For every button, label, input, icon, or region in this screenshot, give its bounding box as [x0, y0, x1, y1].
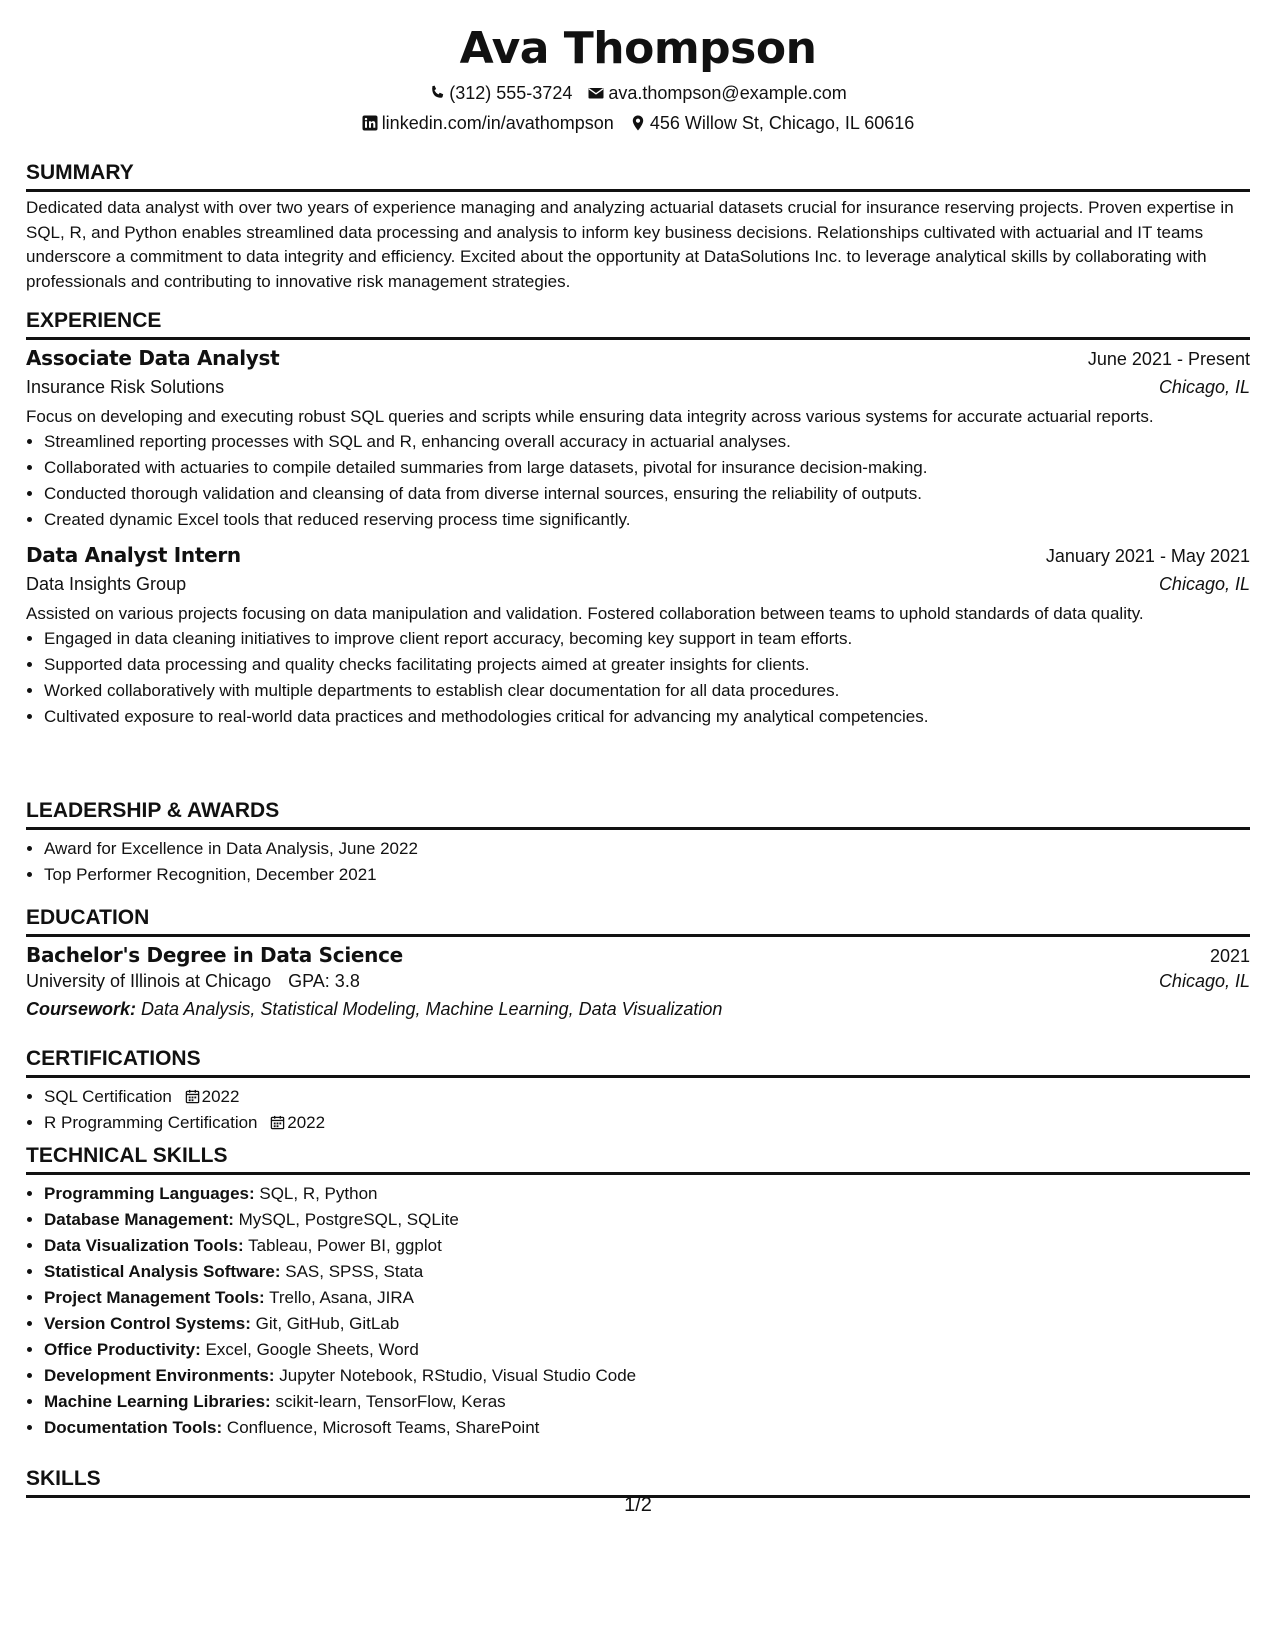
certification-year: 2022	[287, 1113, 326, 1132]
skill-value: Jupyter Notebook, RStudio, Visual Studio Code	[279, 1366, 637, 1385]
list-item	[44, 1084, 1250, 1110]
section-title-experience: EXPERIENCE	[26, 308, 1250, 340]
certification-name: R Programming Certification	[44, 1113, 258, 1132]
skill-value: MySQL, PostgreSQL, SQLite	[238, 1210, 459, 1229]
coursework-label: Coursework:	[26, 999, 137, 1019]
coursework	[26, 999, 1250, 1020]
list-item	[44, 1363, 1250, 1389]
phone-number: (312) 555-3724	[449, 83, 573, 103]
email-contact	[588, 82, 846, 104]
list-item	[44, 1415, 1250, 1441]
list-item	[44, 1389, 1250, 1415]
skill-label: Development Environments:	[44, 1366, 275, 1385]
skill-label: Statistical Analysis Software:	[44, 1262, 281, 1281]
list-item	[44, 1311, 1250, 1337]
list-item: • Supported data processing and quality checks facilitating projects aimed at greater insights for clients.	[44, 652, 1250, 678]
skill-label: Database Management:	[44, 1210, 234, 1229]
skill-value: Tableau, Power BI, ggplot	[248, 1236, 442, 1255]
job-dates: January 2021 - May 2021	[1045, 546, 1250, 566]
summary-section	[26, 160, 1250, 294]
email-address: ava.thompson@example.com	[608, 83, 847, 103]
certification-name: SQL Certification	[44, 1087, 172, 1106]
experience-section	[26, 308, 1250, 730]
list-item	[44, 1233, 1250, 1259]
address-contact	[630, 112, 914, 134]
list-item	[44, 1259, 1250, 1285]
degree-title: Bachelor's Degree in Data Science	[26, 943, 403, 967]
skill-label: Documentation Tools:	[44, 1418, 223, 1437]
page-number: 1/2	[624, 1494, 652, 1516]
linkedin-icon	[362, 115, 378, 131]
list-item: • Conducted thorough validation and cleansing of data from diverse internal sources, ensuring the reliability of outputs.	[44, 481, 1250, 507]
skill-label: Programming Languages:	[44, 1184, 255, 1203]
summary-text: Dedicated data analyst with over two years of experience managing and analyzing actuarial datasets crucial for insurance reserving projects. Proven expertise in SQL, R, and Python enables streamlined data processing and analysis to inform key business decisions. Relationships cultivated with actuarial and IT teams underscore a commitment to data integrity and efficiency. Excited about the opportunity at DataSolutions Inc. to leverage analytical skills by collaborating with professionals and contributing to innovative risk management strategies.	[26, 198, 1234, 291]
street-address: 456 Willow St, Chicago, IL 60616	[649, 113, 915, 133]
phone-contact	[429, 82, 572, 104]
skill-label: Office Productivity:	[44, 1340, 201, 1359]
contact-row-2	[26, 112, 1250, 134]
certifications-section	[26, 1046, 1250, 1136]
list-item: • Worked collaboratively with multiple departments to establish clear documentation for all data procedures.	[44, 678, 1250, 704]
section-title-technical-skills: TECHNICAL SKILLS	[26, 1143, 1250, 1175]
job-dates: June 2021 - Present	[1087, 349, 1250, 369]
list-item	[44, 1285, 1250, 1311]
job-entry	[26, 543, 1250, 730]
job-location: Chicago, IL	[1158, 574, 1250, 594]
job-company: Data Insights Group	[26, 574, 187, 594]
job-company: Insurance Risk Solutions	[26, 377, 225, 397]
section-title-summary: SUMMARY	[26, 160, 1250, 192]
section-title-awards: LEADERSHIP & AWARDS	[26, 798, 1250, 830]
job-location: Chicago, IL	[1158, 377, 1250, 397]
list-item	[44, 1181, 1250, 1207]
coursework-list: Data Analysis, Statistical Modeling, Machine Learning, Data Visualization	[141, 999, 723, 1019]
envelope-icon	[588, 85, 604, 101]
skill-value: scikit-learn, TensorFlow, Keras	[275, 1392, 506, 1411]
skill-value: SAS, SPSS, Stata	[285, 1262, 424, 1281]
job-entry	[26, 346, 1250, 533]
linkedin-url: linkedin.com/in/avathompson	[381, 113, 614, 133]
job-bullets	[26, 429, 1250, 533]
list-item: • Collaborated with actuaries to compile detailed summaries from large datasets, pivotal for insurance decision-making.	[44, 455, 1250, 481]
skill-label: Machine Learning Libraries:	[44, 1392, 271, 1411]
skill-label: Project Management Tools:	[44, 1288, 265, 1307]
list-item: • Engaged in data cleaning initiatives to improve client report accuracy, becoming key support in team efforts.	[44, 626, 1250, 652]
job-bullets	[26, 626, 1250, 730]
certification-year: 2022	[201, 1087, 240, 1106]
map-pin-icon	[630, 115, 646, 131]
awards-section	[26, 798, 1250, 888]
skill-label: Version Control Systems:	[44, 1314, 251, 1333]
list-item	[44, 1207, 1250, 1233]
school-location: Chicago, IL	[1158, 971, 1250, 991]
gpa: GPA: 3.8	[288, 971, 360, 991]
technical-skills-list	[26, 1181, 1250, 1441]
list-item: • Top Performer Recognition, December 2021	[44, 862, 1250, 888]
job-description: Focus on developing and executing robust SQL queries and scripts while ensuring data integrity across various systems for accurate actuarial reports.	[26, 407, 1154, 426]
list-item: • Cultivated exposure to real-world data practices and methodologies critical for advancing my analytical competencies.	[44, 704, 1250, 730]
calendar-icon	[270, 1115, 285, 1130]
section-title-certifications: CERTIFICATIONS	[26, 1046, 1250, 1078]
job-title: Associate Data Analyst	[26, 346, 280, 370]
certifications-list	[26, 1084, 1250, 1136]
section-title-education: EDUCATION	[26, 905, 1250, 937]
calendar-icon	[185, 1089, 200, 1104]
job-title: Data Analyst Intern	[26, 543, 241, 567]
resume-page	[26, 0, 1250, 1516]
list-item: • Streamlined reporting processes with SQL and R, enhancing overall accuracy in actuarial analyses.	[44, 429, 1250, 455]
skill-value: SQL, R, Python	[259, 1184, 378, 1203]
phone-icon	[429, 85, 445, 101]
linkedin-contact	[362, 112, 614, 134]
skill-value: Confluence, Microsoft Teams, SharePoint	[226, 1418, 540, 1437]
resume-header	[26, 0, 1250, 134]
education-section	[26, 905, 1250, 1020]
skill-value: Trello, Asana, JIRA	[269, 1288, 415, 1307]
technical-skills-section	[26, 1143, 1250, 1441]
awards-list	[26, 836, 1250, 888]
list-item: • Award for Excellence in Data Analysis, June 2022	[44, 836, 1250, 862]
section-title-skills: SKILLS	[26, 1466, 1250, 1498]
candidate-name: Ava Thompson	[459, 23, 817, 74]
list-item	[44, 1110, 1250, 1136]
job-description: Assisted on various projects focusing on data manipulation and validation. Fostered collaboration between teams to uphold standards of data quality.	[26, 604, 1144, 623]
school-name: University of Illinois at Chicago	[26, 971, 272, 991]
skill-value: Git, GitHub, GitLab	[255, 1314, 400, 1333]
skill-value: Excel, Google Sheets, Word	[205, 1340, 419, 1359]
list-item: • Created dynamic Excel tools that reduced reserving process time significantly.	[44, 507, 1250, 533]
skill-label: Data Visualization Tools:	[44, 1236, 244, 1255]
list-item	[44, 1337, 1250, 1363]
contact-row-1	[26, 82, 1250, 104]
graduation-year: 2021	[1209, 946, 1250, 966]
